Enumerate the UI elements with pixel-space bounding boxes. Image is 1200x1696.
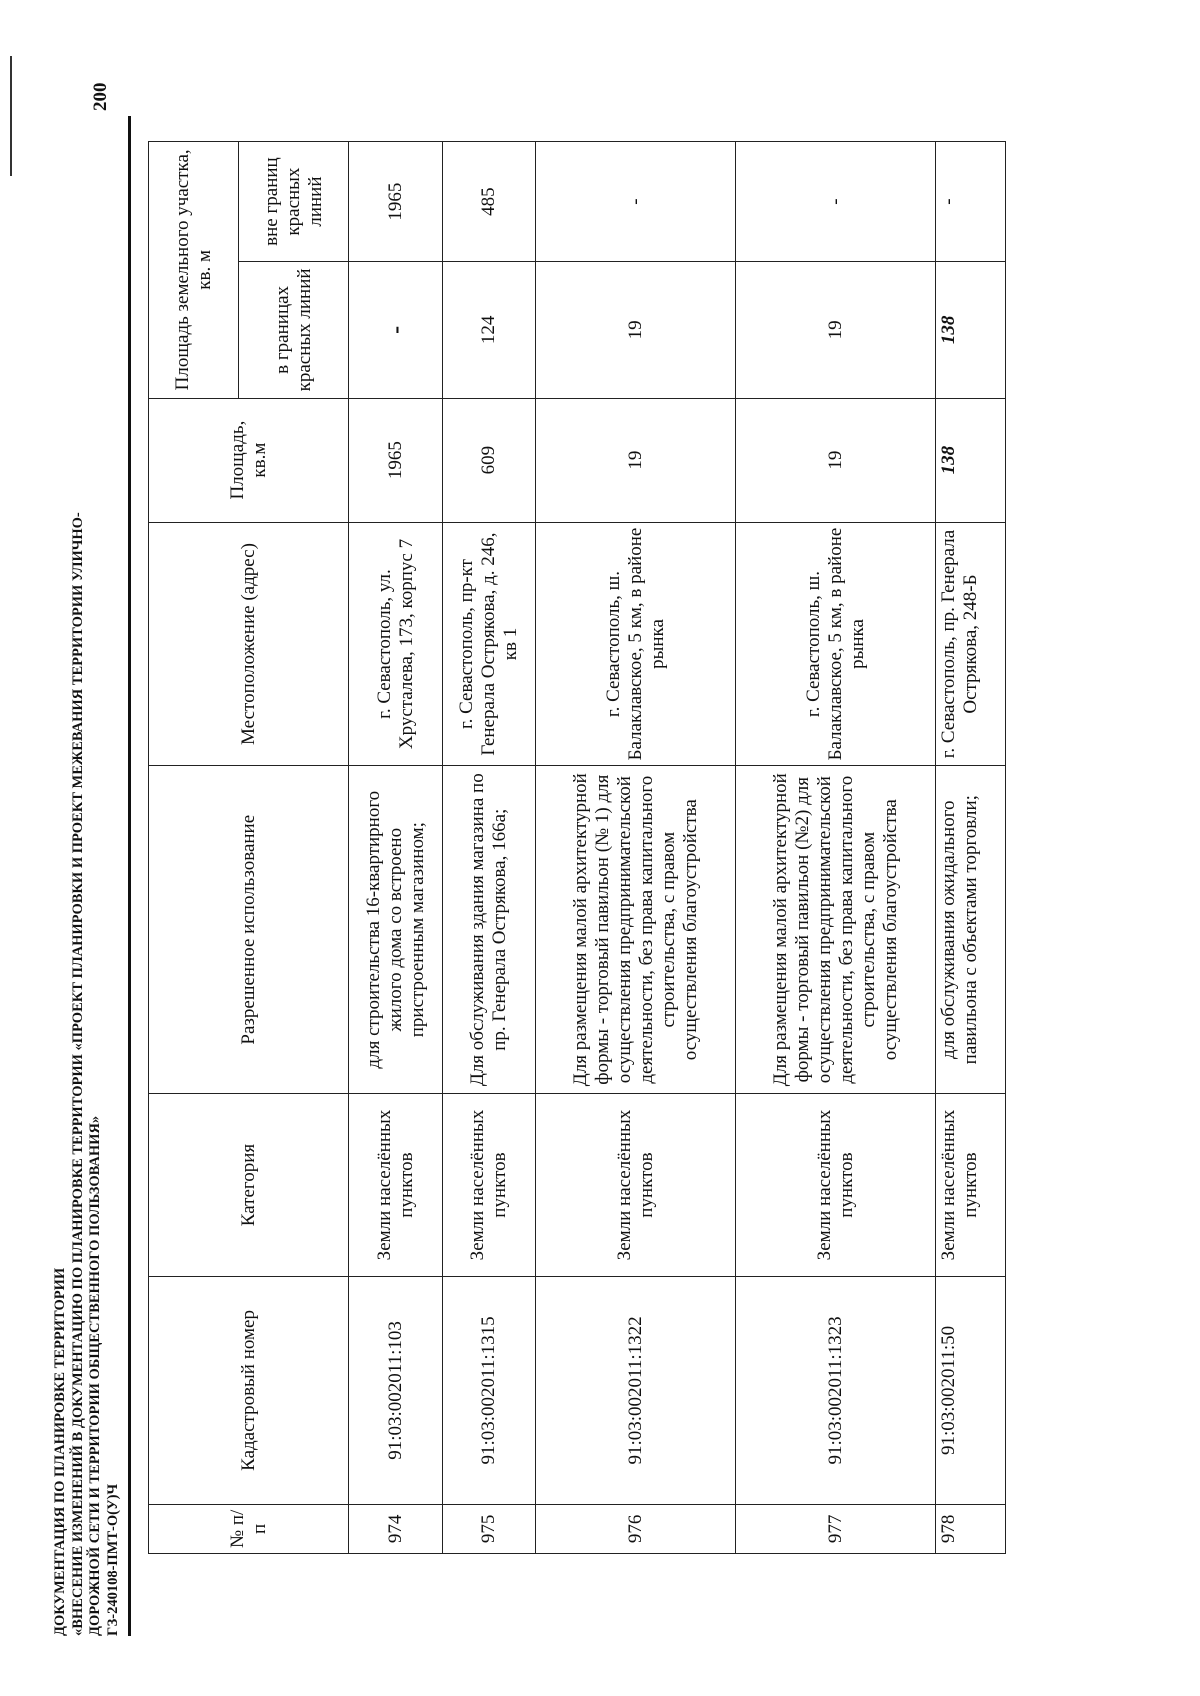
cell-outside: - — [936, 142, 1006, 262]
cell-usage: Для размещения малой архитектурной формы - торговый павильон (№2) для осуществления предпринимательской деятельности, без права капитального строительства, с правом осуществления благоустройства — [736, 766, 936, 1093]
header-cadastral: Кадастровый номер — [149, 1277, 349, 1505]
cell-num: 978 — [936, 1504, 1006, 1553]
cell-area: 138 — [936, 398, 1006, 522]
cell-location: г. Севастополь, ул. Хрусталева, 173, корпус 7 — [349, 522, 443, 766]
cell-location: г. Севастополь, пр. Генерала Острякова, 248-Б — [936, 522, 1006, 766]
cell-num: 977 — [736, 1504, 936, 1553]
cell-category: Земли населённых пунктов — [736, 1093, 936, 1276]
cell-num: 974 — [349, 1504, 443, 1553]
header-outside-red-lines: вне границ красных линий — [239, 142, 349, 262]
header-line-1: ДОКУМЕНТАЦИЯ ПО ПЛАНИРОВКЕ ТЕРРИТОРИИ — [52, 1267, 68, 1636]
cell-cadastral: 91:03:002011:1315 — [443, 1277, 536, 1505]
cell-category: Земли населённых пунктов — [936, 1093, 1006, 1276]
header-line-3: ДОРОЖНОЙ СЕТИ И ТЕРРИТОРИИ ОБЩЕСТВЕННОГО ПОЛЬЗОВАНИЯ» — [87, 1115, 103, 1636]
cell-category: Земли населённых пунктов — [443, 1093, 536, 1276]
table-row — [936, 142, 1006, 1554]
cell-location: г. Севастополь, ш. Балаклавское, 5 км, в районе рынка — [736, 522, 936, 766]
cell-outside: - — [736, 142, 936, 262]
cell-location: г. Севастополь, пр-кт Генерала Острякова, д. 246, кв 1 — [443, 522, 536, 766]
cell-inside: 124 — [443, 262, 536, 399]
table-row — [349, 142, 443, 1554]
header-usage: Разрешенное использование — [149, 766, 349, 1093]
cell-inside: 19 — [736, 262, 936, 399]
header-rule — [128, 116, 131, 1636]
cell-usage: для обслуживания ожидального павильона с объектами торговли; — [936, 766, 1006, 1093]
cell-num: 975 — [443, 1504, 536, 1553]
cell-usage: для строительства 16-квартирного жилого дома со встроено пристроенным магазином; — [349, 766, 443, 1093]
cell-inside: - — [349, 262, 443, 399]
table-row — [443, 142, 536, 1554]
header-location: Местоположение (адрес) — [149, 522, 349, 766]
header-category: Категория — [149, 1093, 349, 1276]
cell-usage: Для размещения малой архитектурной формы - торговый павильон (№ 1) для осуществления предпринимательской деятельности, без права капитального строительства, с правом осуществления благоустройства — [536, 766, 736, 1093]
table-row — [536, 142, 736, 1554]
cell-inside: 19 — [536, 262, 736, 399]
cell-area: 19 — [536, 398, 736, 522]
cell-usage: Для обслуживания здания магазина по пр. Генерала Острякова, 166а; — [443, 766, 536, 1093]
land-plots-table — [148, 141, 1006, 1554]
cell-cadastral: 91:03:002011:1322 — [536, 1277, 736, 1505]
table-header-row — [149, 142, 239, 1554]
cell-num: 976 — [536, 1504, 736, 1553]
cell-outside: 485 — [443, 142, 536, 262]
header-line-4: ГЗ-240108-ПМТ-О(У)Ч — [104, 1483, 121, 1636]
cell-cadastral: 91:03:002011:103 — [349, 1277, 443, 1505]
scan-mark-rule — [10, 56, 12, 176]
cell-inside: 138 — [936, 262, 1006, 399]
cell-cadastral: 91:03:002011:1323 — [736, 1277, 936, 1505]
header-num: № п/п — [149, 1504, 349, 1553]
cell-outside: - — [536, 142, 736, 262]
cell-cadastral: 91:03:002011:50 — [936, 1277, 1006, 1505]
header-plot-area-group: Площадь земельного участка, кв. м — [149, 142, 239, 399]
cell-category: Земли населённых пунктов — [349, 1093, 443, 1276]
cell-area: 609 — [443, 398, 536, 522]
header-inside-red-lines: в границах красных линий — [239, 262, 349, 399]
cell-location: г. Севастополь, ш. Балаклавское, 5 км, в районе рынка — [536, 522, 736, 766]
cell-area: 19 — [736, 398, 936, 522]
page-number: 200 — [90, 82, 111, 111]
header-area: Площадь, кв.м — [149, 398, 349, 522]
cell-outside: 1965 — [349, 142, 443, 262]
table-row — [736, 142, 936, 1554]
header-line-2: «ВНЕСЕНИЕ ИЗМЕНЕНИЙ В ДОКУМЕНТАЦИЮ ПО ПЛАНИРОВКЕ ТЕРРИТОРИИ «ПРОЕКТ ПЛАНИРОВКИ И ПРОЕКТ МЕЖЕВАНИЯ ТЕРРИТОРИИ УЛИЧНО- — [69, 512, 86, 1636]
document-header — [52, 336, 122, 1636]
cell-category: Земли населённых пунктов — [536, 1093, 736, 1276]
cell-area: 1965 — [349, 398, 443, 522]
